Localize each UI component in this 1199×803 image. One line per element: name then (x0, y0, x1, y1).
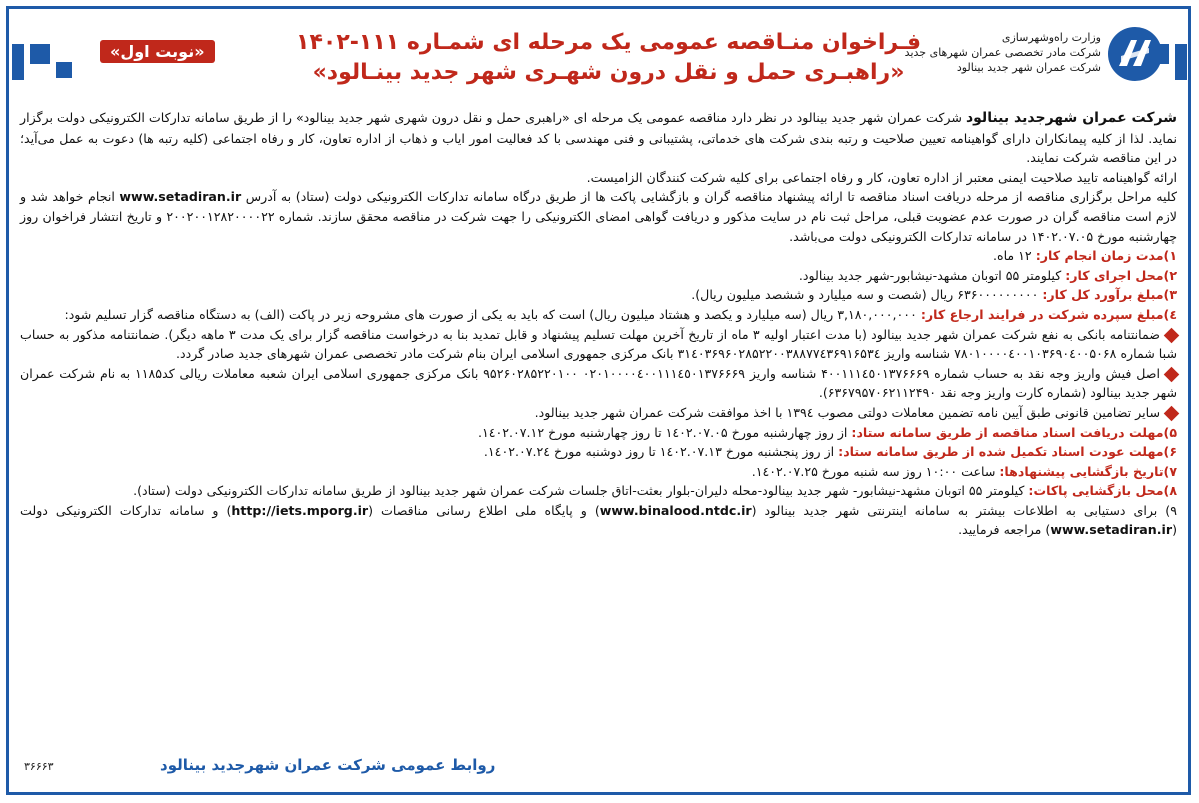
item-4-text: ۳,۱۸۰,۰۰۰,۰۰۰ ریال (سه میلیارد و یکصد و هشتاد میلیون ریال) است که باید به یکی از صورت های مشروحه زیر در پاکت (الف) به دستگاه مناقصه گزار تسلیم شود: (64, 306, 921, 322)
ministry-logo-icon (1107, 26, 1163, 82)
item-7-text: ساعت ۱۰:۰۰ روز سه شنبه مورخ ۱٤۰۲.۰۷.۲۵. (751, 463, 1000, 479)
bullet-guarantee (20, 325, 1177, 364)
item-4-label: ٤)مبلغ سپرده شرکت در فرایند ارجاع کار: (920, 306, 1177, 322)
setad-link-2[interactable]: www.setadiran.ir (1050, 522, 1173, 538)
setad-link[interactable]: www.setadiran.ir (119, 189, 242, 205)
bullet-1-text: ضمانتنامه بانکی به نفع شرکت عمران شهر جدید بینالود (با مدت اعتبار اولیه ۳ ماه از تاریخ آخرین مهلت تسلیم پیشنهاد و قابل تمدید بنا به درخواست مناقصه گزار برای یک مدت ۳ ماهه دیگر). ضمانتنامه مذکور به حساب شبا شماره ۷۸۰۱۰۰۰۰٤۰۰۱۰۳۶۹۰٤۰۰۵۰۶۸ شناسه واریز ۳۱٤۰۳۶۹۶۰۲۸۵۲۲۰۰۳۸۸۷۷٤۳۶۹۱۶۵۳٤ بانک مرکزی جمهوری اسلامی ایران بنام شرکت مادر تخصصی عمران شهرهای جدید صادر گردد. (20, 326, 1177, 362)
item-2-label: ۲)محل اجرای کار: (1065, 267, 1177, 283)
logo-line-1: وزارت راه‌وشهرسازی (1001, 31, 1101, 44)
company-name: شرکت عمران شهرجدید بینالود (965, 110, 1178, 126)
procedure-paragraph (20, 187, 1177, 246)
item-9-text-d: ) مراجعه فرمایید. (958, 522, 1051, 538)
item-2-text: کیلومتر ۵۵ اتوبان مشهد-نیشابور-شهر جدید بینالود. (798, 267, 1066, 283)
item-1-text: ۱۲ ماه. (992, 248, 1036, 264)
intro-paragraph (20, 108, 1177, 168)
iets-link[interactable]: http://iets.mporg.ir (231, 502, 369, 518)
ad-code: ۳۶۶۶۳ (24, 760, 54, 773)
item-1-label: ۱)مدت زمان انجام کار: (1035, 248, 1177, 264)
procedure-text-a: کلیه مراحل برگزاری مناقصه از مرحله دریافت اسناد مناقصه تا ارائه پیشنهاد مناقصه گران و بازگشایی پاکت ها از طریق درگاه سامانه تدارکات الکترونیکی دولت (ستاد) به آدرس (241, 189, 1177, 205)
item-8-label: ۸)محل بازگشایی پاکات: (1028, 483, 1177, 499)
binalood-link[interactable]: www.binalood.ntdc.ir (599, 502, 752, 518)
bullet-cash-deposit (20, 364, 1177, 403)
item-document-receipt (20, 423, 1177, 443)
item-8-text: کیلومتر ۵۵ اتوبان مشهد-نیشابور- شهر جدید بینالود-محله دلیران-بلوار بعثت-اتاق جلسات شرکت عمران شهر جدید بینالود از طریق سامانه تدارکات الکترونیکی دولت (ستاد). (133, 483, 1029, 499)
item-duration (20, 246, 1177, 266)
item-6-label: ۶)مهلت عودت اسناد تکمیل شده از طریق سامانه ستاد: (838, 444, 1177, 460)
announcement-body (20, 108, 1177, 540)
item-9-text-b: ) و پایگاه ملی اطلاع رسانی مناقصات ( (368, 502, 600, 518)
item-9-text-a: ۹) برای دستیابی به اطلاعات بیشتر به سامانه اینترنتی شهر جدید بینالود ( (751, 502, 1177, 518)
item-6-text: از روز پنجشنبه مورخ ۱٤۰۲.۰۷.۱۳ تا روز دوشنبه مورخ ۱٤۰۲.۰۷.۲٤. (483, 444, 839, 460)
bullet-3-text: سایر تضامین قانونی طبق آیین نامه تضمین معاملات دولتی مصوب ۱۳۹٤ با اخذ موافقت شرکت عمران شهر جدید بینالود. (534, 404, 1160, 420)
diamond-bullet-icon (1164, 366, 1180, 382)
safety-paragraph: ارائه گواهینامه تایید صلاحیت ایمنی معتبر از اداره تعاون، کار و رفاه اجتماعی برای کلیه شرکت کنندگان الزامیست. (586, 169, 1177, 185)
item-opening-date (20, 462, 1177, 482)
logo-line-3: شرکت عمران شهر جدید بینالود (956, 61, 1101, 74)
logo-line-2: شرکت مادر تخصصی عمران شهرهای جدید (904, 46, 1101, 59)
item-location (20, 266, 1177, 286)
item-more-info (20, 501, 1177, 540)
notice-round-badge: «نوبت اول» (100, 40, 215, 63)
announcement-title (270, 28, 947, 88)
public-relations-signature: روابط عمومی شرکت عمران شهرجدید بینالود (160, 756, 496, 774)
item-5-text: از روز چهارشنبه مورخ ۱٤۰۲.۰۷.۰۵ تا روز چهارشنبه مورخ ۱٤۰۲.۰۷.۱۲. (477, 424, 852, 440)
diamond-bullet-icon (1164, 406, 1180, 422)
item-3-text: ۶۳۶۰۰۰۰۰۰۰۰۰ ریال (شصت و سه میلیارد و ششصد میلیون ریال). (691, 287, 1043, 303)
item-opening-place (20, 481, 1177, 501)
item-7-label: ۷)تاریخ بازگشایی پیشنهادها: (999, 463, 1177, 479)
title-line-2: «راهبـری حمل و نقل درون شهـری شهر جدید بینـالود» (312, 60, 905, 85)
item-document-return (20, 442, 1177, 462)
diamond-bullet-icon (1164, 327, 1180, 343)
organization-logo (904, 26, 1163, 90)
bullet-other-guarantees (20, 403, 1177, 423)
bullet-2-text: اصل فیش واریز وجه نقد به حساب شماره ۴۰۰۱۱۱٤٥۰۱۳۷۶۶۶۹ شناسه واریز ۰۲۰۱۰۰۰۰٤۰۰۱۱۱٤٥۰۱۳۷۶۶۶۹ ۹۵۲۶۰۲۸۵۲۲۰۱۰۰ بانک مرکزی جمهوری اسلامی ایران شعبه معاملات ریالی کد۱۱۸۵ به نام شرکت عمران شهر جدید بینالود (شماره کارت واریز وجه نقد ۶۳۶۷۹۵۷۰۶۲۱۱۲۴۹۰). (20, 365, 1177, 401)
header (10, 12, 1187, 102)
item-estimate (20, 285, 1177, 305)
item-3-label: ۳)مبلغ برآورد کل کار: (1042, 287, 1177, 303)
title-line-1: فـراخوان منـاقصه عمومی یک مرحله ای شمـاره ۱۱۱-۱۴۰۲ (296, 30, 921, 55)
item-deposit (20, 305, 1177, 325)
procedure-text-b: انجام خواهد شد و لازم است مناقصه گران در صورت عدم عضویت قبلی، مراحل ثبت نام در سایت مذکور و دریافت گواهی امضای الکترونیکی را جهت شرکت در مناقصه محقق سازند. شماره ۲۰۰۲۰۰۱۲۸۲۰۰۰۰۲۲ و تاریخ انتشار فراخوان روز چهارشنبه مورخ ۱۴۰۲.۰۷.۰۵ در سامانه تدارکات الکترونیکی دولت می‌باشد. (20, 189, 1177, 244)
intro-text: شرکت عمران شهر جدید بینالود در نظر دارد مناقصه عمومی یک مرحله ای «راهبری حمل و نقل درون شهری شهر جدید بینالود» را از طریق سامانه تدارکات الکترونیکی دولت برگزار نماید. لذا از کلیه پیمانکاران دارای گواهینامه تعیین صلاحیت و رتبه بندی شرکت های خدماتی، پشتیبانی و فنی مهندسی با کد فعالیت امور ایاب و ذهاب از اداره تعاون، کار و رفاه اجتماعی (کلیه رتبه ها) دعوت به عمل می‌آید؛ در این مناقصه شرکت نمایند. (20, 110, 1177, 166)
item-9-text-c: ) و سامانه تدارکات الکترونیکی دولت ( (20, 502, 1177, 538)
item-5-label: ۵)مهلت دریافت اسناد مناقصه از طریق سامانه ستاد: (851, 424, 1177, 440)
